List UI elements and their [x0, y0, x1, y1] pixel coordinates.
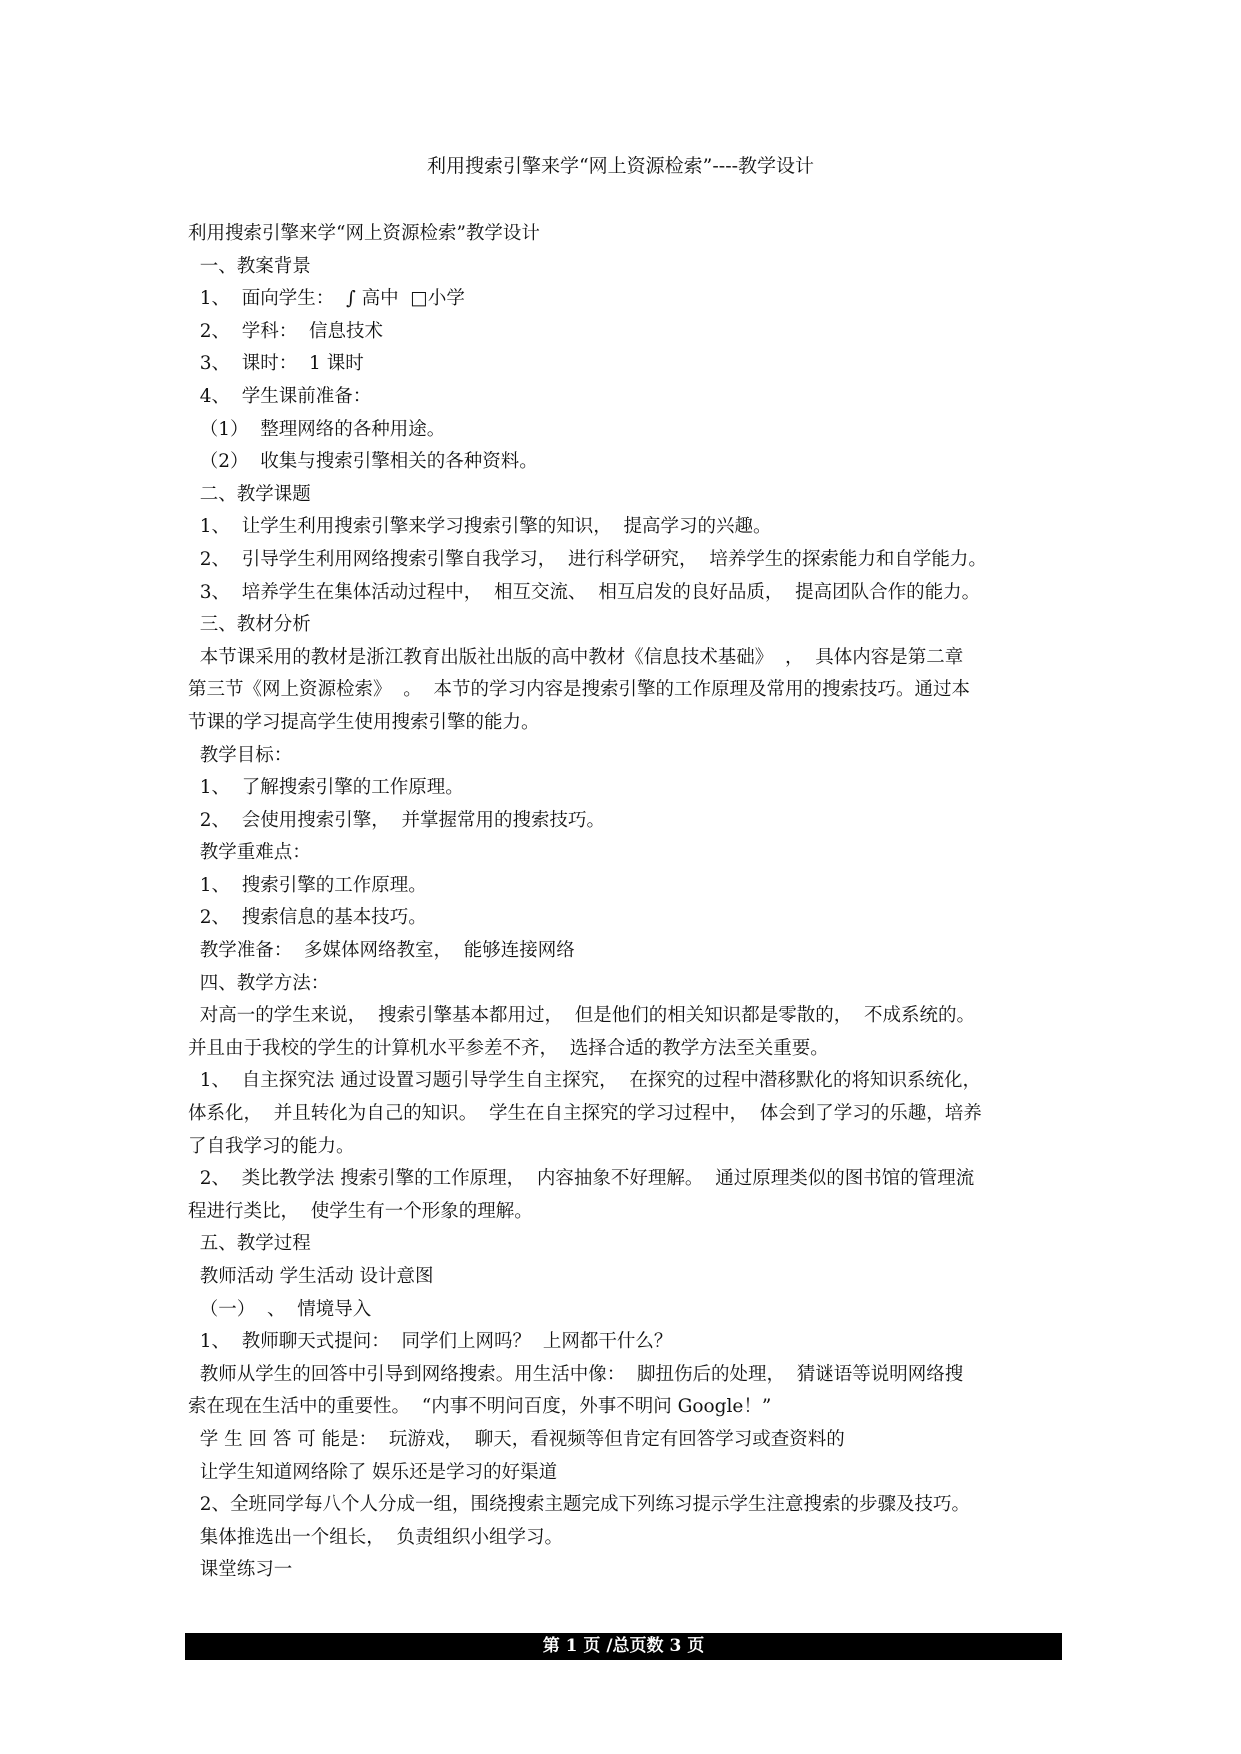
body-line: 教师从学生的回答中引导到网络搜索。用生活中像： 脚扭伤后的处理， 猜谜语等说明网络搜: [188, 1363, 964, 1385]
body-line: 教学目标：: [188, 744, 293, 766]
body-line: 1、 了解搜索引擎的工作原理。: [188, 777, 464, 799]
body-line: 2、 搜索信息的基本技巧。: [188, 907, 427, 929]
body-line: 2、 引导学生利用网络搜索引擎自我学习， 进行科学研究， 培养学生的探索能力和自学能力。: [188, 548, 987, 570]
body-line: 2、全班同学每八个人分成一组，围绕搜索主题完成下列练习提示学生注意搜索的步骤及技巧。: [188, 1494, 971, 1516]
body-line: 体系化， 并且转化为自己的知识。 学生在自主探究的学习过程中， 体会到了学习的乐趣，培养: [188, 1103, 982, 1125]
body-line: 教师活动 学生活动 设计意图: [188, 1266, 434, 1287]
body-line: （1） 整理网络的各种用途。: [188, 418, 446, 440]
body-line: 五、教学过程: [188, 1233, 311, 1255]
body-line: 索在现在生活中的重要性。 “内事不明问百度，外事不明问 Google！”: [188, 1396, 772, 1418]
body-line: 集体推选出一个组长， 负责组织小组学习。: [188, 1526, 564, 1548]
body-line: 一、教案背景: [188, 255, 311, 277]
body-line: 教学准备： 多媒体网络教室， 能够连接网络: [188, 940, 575, 962]
body-line: 1、 让学生利用搜索引擎来学习搜索引擎的知识， 提高学习的兴趣。: [188, 516, 772, 538]
body-line: 3、 课时： 1 课时: [188, 353, 364, 375]
body-line: 本节课采用的教材是浙江教育出版社出版的高中教材《信息技术基础》 ， 具体内容是第二章: [188, 646, 964, 668]
body-line: 利用搜索引擎来学“网上资源检索”教学设计: [188, 223, 540, 244]
document-title: 利用搜索引擎来学“网上资源检索”----教学设计: [426, 155, 815, 177]
body-line: （2） 收集与搜索引擎相关的各种资料。: [188, 451, 538, 473]
body-line: 对高一的学生来说， 搜索引擎基本都用过， 但是他们的相关知识都是零散的， 不成系统的。: [188, 1005, 976, 1027]
body-line: 二、教学课题: [188, 483, 311, 505]
page-number-label: 第 1 页 /总页数 3 页: [542, 1636, 705, 1656]
body-line: 2、 学科： 信息技术: [188, 320, 384, 342]
body-line: 1、 面向学生： ∫ 高中 □小学: [188, 288, 465, 310]
document-body: [188, 218, 1068, 1587]
body-line: 了自我学习的能力。: [188, 1135, 355, 1157]
body-line: 四、教学方法：: [188, 972, 330, 994]
body-line: 2、 类比教学法 搜索引擎的工作原理， 内容抽象不好理解。 通过原理类似的图书馆的管理流: [188, 1168, 975, 1190]
body-line: 1、 教师聊天式提问： 同学们上网吗？ 上网都干什么？: [188, 1331, 673, 1353]
body-line: 程进行类比， 使学生有一个形象的理解。: [188, 1200, 533, 1222]
body-line: 1、 搜索引擎的工作原理。: [188, 874, 427, 896]
body-line: 教学重难点：: [188, 842, 311, 864]
body-line: 4、 学生课前准备：: [188, 385, 372, 407]
body-line: 3、 培养学生在集体活动过程中， 相互交流、 相互启发的良好品质， 提高团队合作的能力。: [188, 581, 981, 603]
body-line: 学 生 回 答 可 能是： 玩游戏， 聊天，看视频等但肯定有回答学习或查资料的: [188, 1428, 845, 1450]
body-line: 让学生知道网络除了 娱乐还是学习的好渠道: [188, 1461, 558, 1483]
body-line: 1、 自主探究法 通过设置习题引导学生自主探究， 在探究的过程中潜移默化的将知识系统化，: [188, 1070, 981, 1092]
body-line: 并且由于我校的学生的计算机水平参差不齐， 选择合适的教学方法至关重要。: [188, 1037, 829, 1059]
page-footer: [185, 1633, 1062, 1660]
body-line: 节课的学习提高学生使用搜索引擎的能力。: [188, 711, 540, 733]
body-line: （一） 、 情境导入: [188, 1298, 372, 1320]
body-line: 第三节《网上资源检索》 。 本节的学习内容是搜索引擎的工作原理及常用的搜索技巧。通过本: [188, 679, 971, 701]
body-line: 2、 会使用搜索引擎， 并掌握常用的搜索技巧。: [188, 809, 606, 831]
body-line: 课堂练习一: [188, 1559, 293, 1581]
body-line: 三、教材分析: [188, 614, 311, 636]
